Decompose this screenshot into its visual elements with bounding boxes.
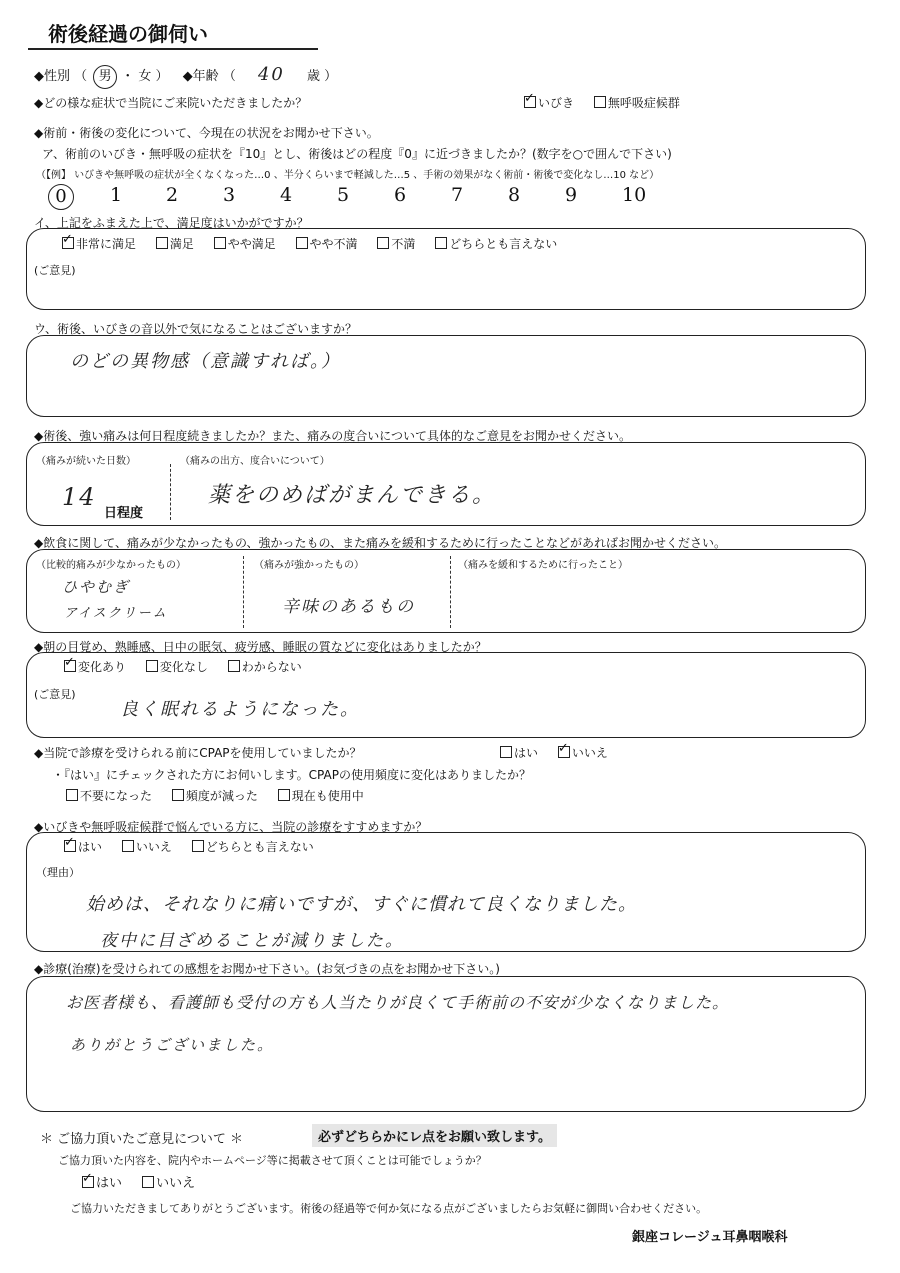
checkbox-unknown[interactable] xyxy=(228,660,240,672)
scale-8[interactable]: 8 xyxy=(508,184,521,206)
scale-9[interactable]: 9 xyxy=(565,184,578,206)
food-col1-label: （比較的痛みが少なかったもの） xyxy=(36,560,186,571)
pain-days-label: （痛みが続いた日数） xyxy=(36,456,136,467)
option-not-needed: 不要になった xyxy=(80,789,153,803)
checkbox-less-often[interactable] xyxy=(172,789,184,801)
option-no-change: 変化なし xyxy=(159,660,208,674)
q-symptom-options xyxy=(524,94,680,111)
scale-5[interactable]: 5 xyxy=(337,184,350,206)
food-divider-2 xyxy=(450,556,451,628)
checkbox-cpap-no[interactable] xyxy=(558,746,570,758)
checkbox-dissatisfied[interactable] xyxy=(377,237,389,249)
checkbox-somewhat-dissatisfied[interactable] xyxy=(296,237,308,249)
option-consent-no: いいえ xyxy=(156,1176,196,1191)
gender-label: ◆性別 xyxy=(34,69,70,84)
food-col1-line2[interactable]: アイスクリーム xyxy=(64,606,168,621)
age-unit: 歳 xyxy=(307,69,321,84)
q-pain-text: ◆術後、強い痛みは何日程度続きましたか？また、痛みの度合いについて具体的なご意見をお聞かせください。 xyxy=(34,429,631,443)
q-satisfaction-text: イ、上記をふまえた上で、満足度はいかがですか？ xyxy=(34,216,309,230)
option-recommend-yes: はい xyxy=(78,840,103,854)
change-scale xyxy=(0,184,900,210)
scale-0[interactable]: 0 xyxy=(48,184,74,210)
recommend-reason-line2[interactable]: 夜中に目ざめることが減りました。 xyxy=(100,931,404,951)
checkbox-apnea[interactable] xyxy=(594,96,606,108)
age-label: ◆年齢 xyxy=(182,69,219,84)
option-somewhat-satisfied: やや満足 xyxy=(227,237,276,251)
gender-female[interactable]: 女 xyxy=(138,69,152,84)
q-other-text: ウ、術後、いびきの音以外で気になることはございますか？ xyxy=(34,322,358,336)
scale-6[interactable]: 6 xyxy=(394,184,407,206)
recommend-reason-line1[interactable]: 始めは、それなりに痛いですが、すぐに慣れて良くなりました。 xyxy=(86,894,637,915)
scale-1[interactable]: 1 xyxy=(110,184,123,206)
q-change-example: （【例】 いびきや無呼吸の症状が全くなくなった…0 、半分くらいまで軽減した…5 、手術の効果がなく術前・術後で変化なし…10 など） xyxy=(36,170,660,181)
consent-text: ご協力頂いた内容を、院内やホームページ等に掲載させて頂くことは可能でしょうか？ xyxy=(58,1154,487,1167)
footer-clinic: 銀座コレージュ耳鼻咽喉科 xyxy=(632,1230,788,1245)
cpap-options xyxy=(500,744,608,761)
scale-4[interactable]: 4 xyxy=(280,184,293,206)
morning-opinion-label: (ご意見) xyxy=(34,688,76,701)
checkbox-cpap-yes[interactable] xyxy=(500,746,512,758)
option-neither: どちらとも言えない xyxy=(449,237,558,251)
footer-thanks: ご協力いただきましてありがとうございます。術後の経過等で何か気になる点がございましたらお気軽に御問い合わせください。 xyxy=(70,1202,708,1215)
recommend-options xyxy=(64,838,314,855)
q-impression-text: ◆診療(治療)を受けられての感想をお聞かせ下さい。(お気づきの点をお聞かせ下さい。) xyxy=(34,962,500,976)
satisfaction-options xyxy=(62,235,557,252)
option-less-often: 頻度が減った xyxy=(185,789,258,803)
checkbox-consent-yes[interactable] xyxy=(82,1176,94,1188)
scale-7[interactable]: 7 xyxy=(451,184,464,206)
q-cpap-text: ◆当院で診療を受けられる前にCPAPを使用していましたか？ xyxy=(34,746,362,760)
checkbox-neither[interactable] xyxy=(435,237,447,249)
option-snoring: いびき xyxy=(538,96,575,110)
checkbox-very-satisfied[interactable] xyxy=(62,237,74,249)
checkbox-changed[interactable] xyxy=(64,660,76,672)
option-very-satisfied: 非常に満足 xyxy=(76,237,137,251)
q-food-text: ◆飲食に関して、痛みが少なかったもの、強かったもの、また痛みを緩和するために行ったことなどがあればお聞かせください。 xyxy=(34,536,727,550)
option-apnea: 無呼吸症候群 xyxy=(607,96,680,110)
q-change-a: ア、術前のいびき・無呼吸の症状を『10』とし、術後はどの程度『0』に近づきましたか？(数字を○で囲んで下さい) xyxy=(42,147,672,161)
q-recommend-text: ◆いびきや無呼吸症候群で悩んでいる方に、当院の診療をすすめますか？ xyxy=(34,820,428,834)
gender-age-row: ◆性別 （ 男 ・ 女 ） ◆年齢 （ 40 歳 ） xyxy=(34,64,337,89)
scale-3[interactable]: 3 xyxy=(223,184,236,206)
option-satisfied: 満足 xyxy=(169,237,194,251)
option-cpap-yes: はい xyxy=(514,746,539,760)
checkbox-recommend-yes[interactable] xyxy=(64,840,76,852)
checkbox-not-needed[interactable] xyxy=(66,789,78,801)
food-divider-1 xyxy=(243,556,244,628)
morning-answer[interactable]: 良く眠れるようになった。 xyxy=(120,699,360,720)
option-still-using: 現在も使用中 xyxy=(291,789,364,803)
checkbox-recommend-no[interactable] xyxy=(122,840,134,852)
food-col1-line1[interactable]: ひやむぎ xyxy=(62,578,131,596)
pain-days-unit: 日程度 xyxy=(104,506,144,521)
q-change-text: ◆術前・術後の変化について、今現在の状況をお聞かせ下さい。 xyxy=(34,126,379,140)
checkbox-still-using[interactable] xyxy=(278,789,290,801)
option-recommend-no: いいえ xyxy=(135,840,172,854)
option-dissatisfied: 不満 xyxy=(391,237,416,251)
checkbox-recommend-neither[interactable] xyxy=(192,840,204,852)
pain-degree-answer[interactable]: 薬をのめばがまんできる。 xyxy=(208,483,497,508)
q-cpap-sub: ・『はい』にチェックされた方にお伺いします。CPAPの使用頻度に変化はありましたか？ xyxy=(52,768,531,782)
scale-2[interactable]: 2 xyxy=(166,184,179,206)
gender-male[interactable]: 男 xyxy=(93,65,117,89)
food-col2-answer[interactable]: 辛味のあるもの xyxy=(282,597,415,617)
q-symptom-text: ◆どの様な症状で当院にご来院いただきましたか？ xyxy=(34,96,308,110)
cpap-sub-options xyxy=(66,787,364,804)
option-somewhat-dissatisfied: やや不満 xyxy=(309,237,358,251)
option-consent-yes: はい xyxy=(96,1176,123,1191)
page-title: 術後経過の御伺い xyxy=(48,22,208,46)
satisfaction-opinion-label: (ご意見) xyxy=(34,264,76,277)
scale-10[interactable]: 10 xyxy=(622,184,647,206)
option-changed: 変化あり xyxy=(78,660,127,674)
checkbox-no-change[interactable] xyxy=(146,660,158,672)
other-answer[interactable]: のどの異物感（意識すれば。） xyxy=(70,351,341,372)
option-cpap-no: いいえ xyxy=(571,746,608,760)
checkbox-snoring[interactable] xyxy=(524,96,536,108)
food-col2-label: （痛みが強かったもの） xyxy=(254,560,364,571)
checkbox-somewhat-satisfied[interactable] xyxy=(214,237,226,249)
consent-badge: 必ずどちらかにレ点をお願い致します。 xyxy=(312,1124,557,1147)
pain-days-value[interactable]: 14 xyxy=(62,483,97,511)
pain-degree-label: （痛みの出方、度合いについて） xyxy=(180,456,330,467)
impression-line2[interactable]: ありがとうございました。 xyxy=(70,1036,275,1054)
consent-options xyxy=(82,1172,195,1191)
morning-options xyxy=(64,658,302,675)
recommend-reason-label: （理由） xyxy=(36,866,80,879)
option-unknown: わからない xyxy=(241,660,302,674)
q-morning-text: ◆朝の目覚め、熟睡感、日中の眠気、疲労感、睡眠の質などに変化はありましたか？ xyxy=(34,640,487,654)
option-recommend-neither: どちらとも言えない xyxy=(205,840,314,854)
pain-divider xyxy=(170,464,171,520)
checkbox-satisfied[interactable] xyxy=(156,237,168,249)
checkbox-consent-no[interactable] xyxy=(142,1176,154,1188)
consent-heading: ＊ ご協力頂いたご意見について ＊ xyxy=(40,1132,244,1147)
age-value[interactable]: 40 xyxy=(257,64,285,85)
impression-line1[interactable]: お医者様も、看護師も受付の方も人当たりが良くて手術前の不安が少なくなりました。 xyxy=(66,993,730,1012)
title-underline xyxy=(28,48,318,50)
food-col3-label: （痛みを緩和するために行ったこと） xyxy=(458,560,628,571)
